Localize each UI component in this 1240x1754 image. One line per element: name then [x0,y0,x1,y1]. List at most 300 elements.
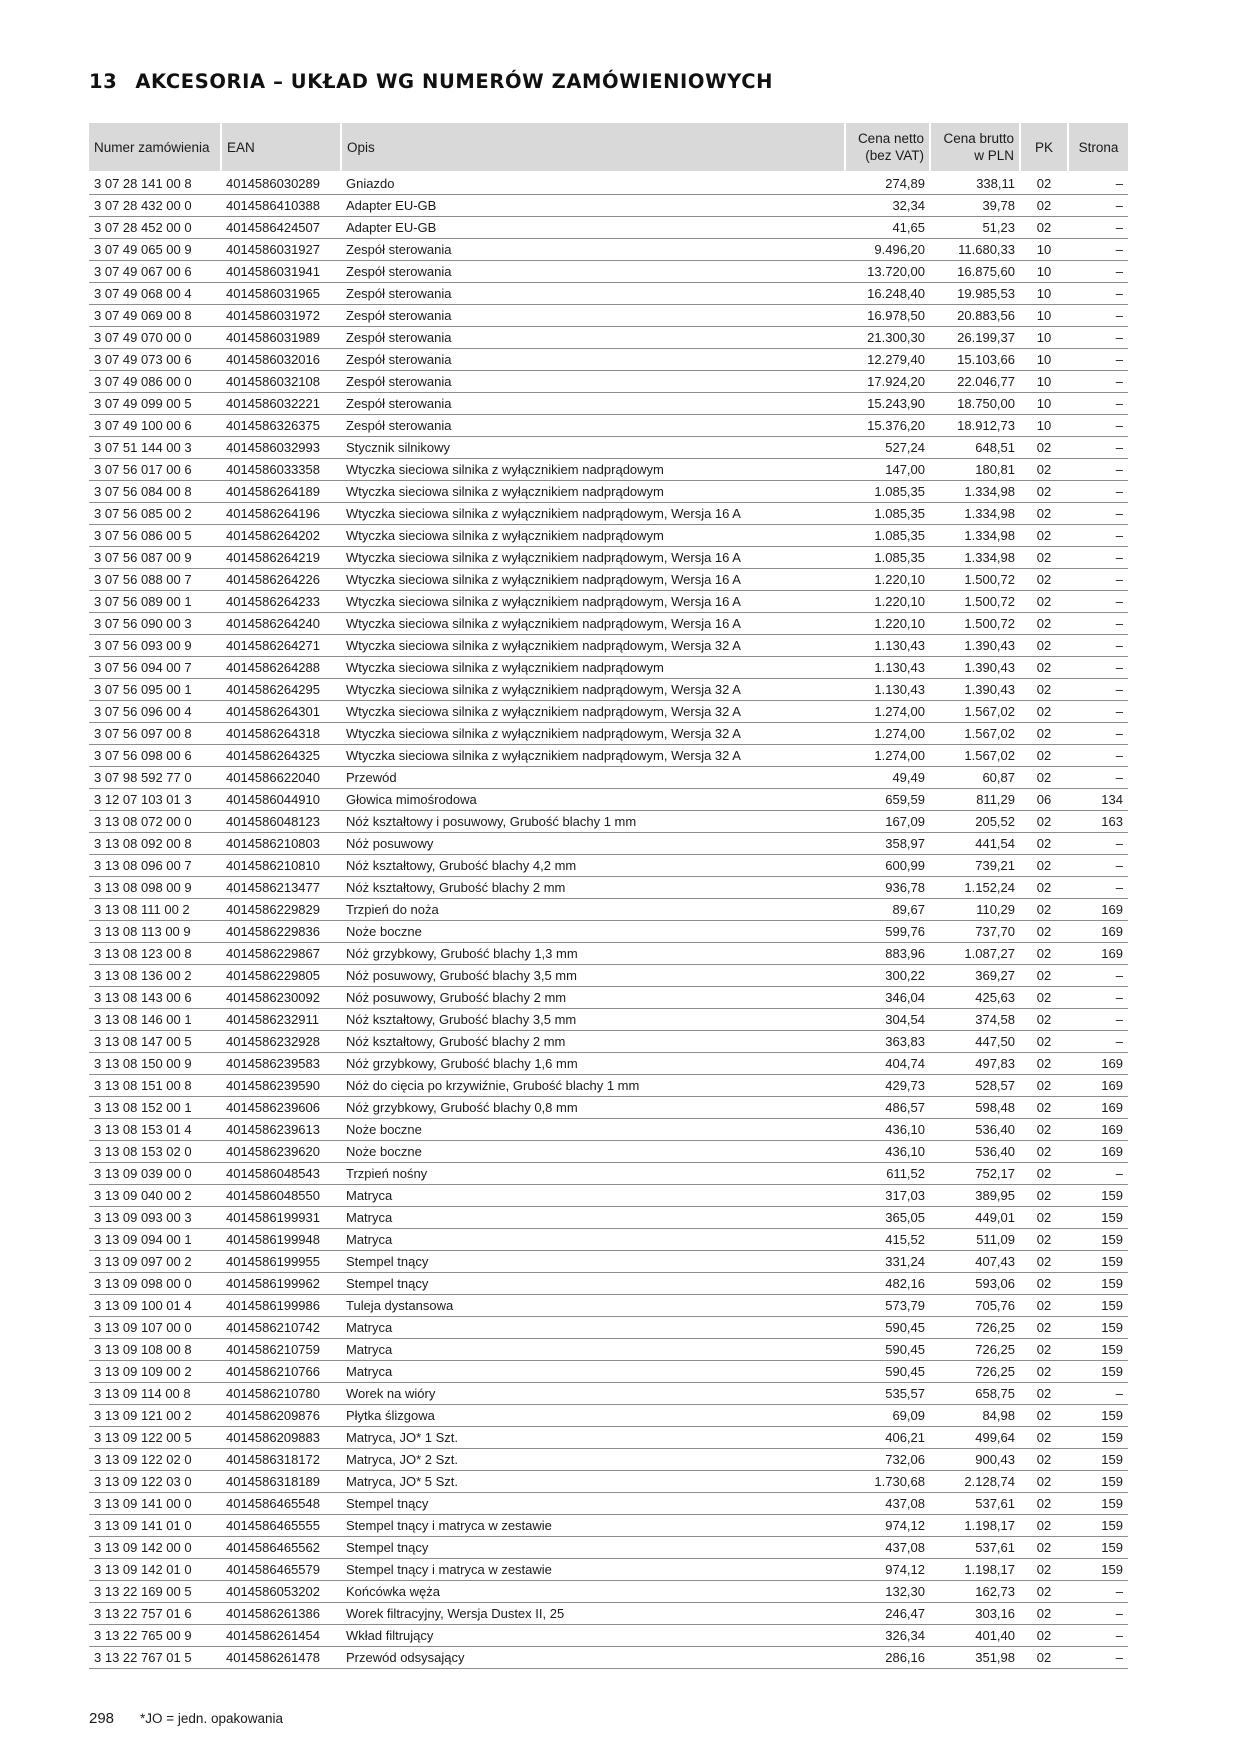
cell-ean: 4014586048543 [221,1163,341,1185]
cell-page: 159 [1068,1559,1128,1581]
cell-description: Zespół sterowania [341,327,845,349]
cell-pk: 10 [1020,393,1068,415]
cell-page: 159 [1068,1537,1128,1559]
cell-net-price: 1.085,35 [845,525,930,547]
cell-pk: 02 [1020,1097,1068,1119]
cell-description: Adapter EU-GB [341,217,845,239]
cell-ean: 4014586239606 [221,1097,341,1119]
cell-ean: 4014586053202 [221,1581,341,1603]
cell-page: – [1068,767,1128,789]
cell-gross-price: 739,21 [930,855,1020,877]
cell-order-no: 3 13 09 142 01 0 [89,1559,221,1581]
table-row [89,1185,1128,1207]
cell-net-price: 304,54 [845,1009,930,1031]
cell-net-price: 974,12 [845,1559,930,1581]
col-header-net-price [845,123,930,171]
cell-pk: 02 [1020,811,1068,833]
cell-gross-price: 20.883,56 [930,305,1020,327]
cell-description: Głowica mimośrodowa [341,789,845,811]
table-row [89,437,1128,459]
cell-gross-price: 180,81 [930,459,1020,481]
table-row [89,745,1128,767]
cell-order-no: 3 07 98 592 77 0 [89,767,221,789]
cell-pk: 02 [1020,613,1068,635]
cell-gross-price: 1.152,24 [930,877,1020,899]
cell-page: – [1068,437,1128,459]
cell-ean: 4014586264288 [221,657,341,679]
cell-gross-price: 2.128,74 [930,1471,1020,1493]
table-row [89,1559,1128,1581]
cell-order-no: 3 13 09 107 00 0 [89,1317,221,1339]
cell-pk: 02 [1020,1581,1068,1603]
cell-gross-price: 1.087,27 [930,943,1020,965]
cell-gross-price: 407,43 [930,1251,1020,1273]
cell-page: – [1068,569,1128,591]
cell-pk: 10 [1020,371,1068,393]
cell-net-price: 358,97 [845,833,930,855]
col-header-ean: EAN [221,123,341,171]
cell-net-price: 573,79 [845,1295,930,1317]
cell-description: Trzpień do noża [341,899,845,921]
cell-description: Zespół sterowania [341,305,845,327]
table-row [89,767,1128,789]
col-header-description: Opis [341,123,845,171]
cell-net-price: 436,10 [845,1141,930,1163]
cell-page: 169 [1068,899,1128,921]
cell-description: Stempel tnący [341,1537,845,1559]
cell-page: – [1068,481,1128,503]
cell-description: Wtyczka sieciowa silnika z wyłącznikiem nadprądowym, Wersja 16 A [341,591,845,613]
cell-order-no: 3 13 08 072 00 0 [89,811,221,833]
cell-pk: 02 [1020,569,1068,591]
cell-gross-price: 537,61 [930,1493,1020,1515]
cell-net-price: 15.376,20 [845,415,930,437]
cell-gross-price: 1.198,17 [930,1515,1020,1537]
cell-net-price: 527,24 [845,437,930,459]
cell-description: Trzpień nośny [341,1163,845,1185]
table-row [89,171,1128,195]
cell-ean: 4014586264240 [221,613,341,635]
cell-order-no: 3 07 56 087 00 9 [89,547,221,569]
cell-pk: 02 [1020,767,1068,789]
cell-ean: 4014586264295 [221,679,341,701]
cell-page: 169 [1068,1141,1128,1163]
cell-gross-price: 499,64 [930,1427,1020,1449]
cell-pk: 02 [1020,635,1068,657]
table-row [89,1493,1128,1515]
cell-pk: 02 [1020,657,1068,679]
cell-description: Zespół sterowania [341,393,845,415]
table-row [89,613,1128,635]
cell-pk: 02 [1020,1383,1068,1405]
cell-page: 169 [1068,1075,1128,1097]
cell-net-price: 535,57 [845,1383,930,1405]
cell-description: Zespół sterowania [341,415,845,437]
cell-description: Wtyczka sieciowa silnika z wyłącznikiem nadprądowym, Wersja 32 A [341,679,845,701]
cell-ean: 4014586030289 [221,171,341,195]
cell-page: 169 [1068,1119,1128,1141]
cell-ean: 4014586622040 [221,767,341,789]
cell-order-no: 3 07 56 085 00 2 [89,503,221,525]
cell-net-price: 599,76 [845,921,930,943]
table-row [89,657,1128,679]
cell-net-price: 1.130,43 [845,635,930,657]
cell-pk: 02 [1020,1009,1068,1031]
cell-order-no: 3 13 08 146 00 1 [89,1009,221,1031]
cell-pk: 02 [1020,855,1068,877]
cell-pk: 02 [1020,1185,1068,1207]
table-row [89,1097,1128,1119]
cell-gross-price: 18.750,00 [930,393,1020,415]
cell-ean: 4014586032221 [221,393,341,415]
cell-gross-price: 18.912,73 [930,415,1020,437]
cell-net-price: 15.243,90 [845,393,930,415]
cell-pk: 02 [1020,591,1068,613]
cell-net-price: 590,45 [845,1339,930,1361]
cell-pk: 02 [1020,833,1068,855]
cell-pk: 02 [1020,1427,1068,1449]
table-row [89,1603,1128,1625]
table-row [89,349,1128,371]
cell-ean: 4014586261454 [221,1625,341,1647]
cell-order-no: 3 13 09 100 01 4 [89,1295,221,1317]
net-price-line-2: (bez VAT) [865,148,924,163]
cell-page: – [1068,657,1128,679]
cell-page: – [1068,679,1128,701]
cell-order-no: 3 12 07 103 01 3 [89,789,221,811]
table-row [89,459,1128,481]
cell-description: Tuleja dystansowa [341,1295,845,1317]
cell-order-no: 3 07 56 088 00 7 [89,569,221,591]
cell-net-price: 1.274,00 [845,745,930,767]
cell-page: – [1068,965,1128,987]
cell-description: Wtyczka sieciowa silnika z wyłącznikiem nadprądowym, Wersja 32 A [341,745,845,767]
cell-net-price: 1.220,10 [845,613,930,635]
cell-ean: 4014586199986 [221,1295,341,1317]
cell-order-no: 3 07 56 086 00 5 [89,525,221,547]
cell-ean: 4014586232911 [221,1009,341,1031]
cell-gross-price: 1.567,02 [930,701,1020,723]
cell-order-no: 3 07 28 141 00 8 [89,171,221,195]
cell-order-no: 3 13 09 142 00 0 [89,1537,221,1559]
table-header-row [89,123,1128,171]
cell-order-no: 3 07 56 090 00 3 [89,613,221,635]
cell-gross-price: 1.334,98 [930,525,1020,547]
cell-description: Wtyczka sieciowa silnika z wyłącznikiem nadprądowym, Wersja 16 A [341,547,845,569]
cell-order-no: 3 07 56 084 00 8 [89,481,221,503]
table-row [89,1339,1128,1361]
cell-gross-price: 1.390,43 [930,679,1020,701]
cell-ean: 4014586318189 [221,1471,341,1493]
cell-pk: 02 [1020,899,1068,921]
cell-gross-price: 16.875,60 [930,261,1020,283]
cell-net-price: 132,30 [845,1581,930,1603]
cell-description: Matryca, JO* 1 Szt. [341,1427,845,1449]
cell-description: Worek na wióry [341,1383,845,1405]
cell-net-price: 300,22 [845,965,930,987]
cell-ean: 4014586210780 [221,1383,341,1405]
cell-net-price: 1.220,10 [845,569,930,591]
cell-description: Noże boczne [341,921,845,943]
cell-order-no: 3 07 49 067 00 6 [89,261,221,283]
cell-page: 163 [1068,811,1128,833]
cell-ean: 4014586239613 [221,1119,341,1141]
cell-order-no: 3 13 08 153 02 0 [89,1141,221,1163]
cell-description: Matryca [341,1317,845,1339]
cell-ean: 4014586264189 [221,481,341,503]
table-row [89,393,1128,415]
col-header-page: Strona [1068,123,1128,171]
table-row [89,261,1128,283]
table-row [89,283,1128,305]
cell-pk: 02 [1020,195,1068,217]
cell-net-price: 482,16 [845,1273,930,1295]
cell-description: Końcówka węża [341,1581,845,1603]
cell-page: 169 [1068,1097,1128,1119]
cell-gross-price: 1.334,98 [930,547,1020,569]
cell-gross-price: 536,40 [930,1141,1020,1163]
table-row [89,503,1128,525]
cell-net-price: 331,24 [845,1251,930,1273]
cell-net-price: 436,10 [845,1119,930,1141]
cell-net-price: 1.085,35 [845,481,930,503]
cell-net-price: 89,67 [845,899,930,921]
table-row [89,239,1128,261]
cell-net-price: 346,04 [845,987,930,1009]
cell-order-no: 3 13 08 096 00 7 [89,855,221,877]
cell-gross-price: 110,29 [930,899,1020,921]
cell-pk: 02 [1020,1119,1068,1141]
cell-pk: 02 [1020,877,1068,899]
table-row [89,547,1128,569]
cell-gross-price: 369,27 [930,965,1020,987]
cell-description: Nóż grzybkowy, Grubość blachy 0,8 mm [341,1097,845,1119]
page-heading [89,70,773,93]
cell-gross-price: 374,58 [930,1009,1020,1031]
cell-order-no: 3 13 08 113 00 9 [89,921,221,943]
cell-net-price: 415,52 [845,1229,930,1251]
footnote: *JO = jedn. opakowania [140,1711,284,1726]
table-row [89,1273,1128,1295]
cell-gross-price: 15.103,66 [930,349,1020,371]
cell-ean: 4014586264318 [221,723,341,745]
cell-pk: 02 [1020,1361,1068,1383]
cell-description: Wtyczka sieciowa silnika z wyłącznikiem nadprądowym, Wersja 32 A [341,701,845,723]
cell-gross-price: 726,25 [930,1317,1020,1339]
cell-description: Nóż kształtowy, Grubość blachy 3,5 mm [341,1009,845,1031]
cell-page: 169 [1068,921,1128,943]
table-row [89,1229,1128,1251]
cell-ean: 4014586048123 [221,811,341,833]
cell-net-price: 317,03 [845,1185,930,1207]
cell-page: – [1068,217,1128,239]
cell-description: Stempel tnący i matryca w zestawie [341,1559,845,1581]
cell-gross-price: 1.390,43 [930,635,1020,657]
cell-order-no: 3 13 09 039 00 0 [89,1163,221,1185]
cell-pk: 02 [1020,679,1068,701]
cell-ean: 4014586465579 [221,1559,341,1581]
cell-page: 159 [1068,1361,1128,1383]
cell-order-no: 3 13 09 122 02 0 [89,1449,221,1471]
table-row [89,1625,1128,1647]
cell-description: Matryca [341,1339,845,1361]
cell-order-no: 3 13 09 122 00 5 [89,1427,221,1449]
cell-net-price: 486,57 [845,1097,930,1119]
cell-gross-price: 593,06 [930,1273,1020,1295]
cell-ean: 4014586229829 [221,899,341,921]
col-header-gross-price [930,123,1020,171]
cell-pk: 02 [1020,1251,1068,1273]
table-row [89,635,1128,657]
cell-order-no: 3 13 08 153 01 4 [89,1119,221,1141]
cell-order-no: 3 13 08 150 00 9 [89,1053,221,1075]
cell-page: 159 [1068,1339,1128,1361]
cell-ean: 4014586199962 [221,1273,341,1295]
gross-price-line-1: Cena brutto [943,131,1014,146]
table-row [89,1119,1128,1141]
cell-description: Nóż kształtowy i posuwowy, Grubość blachy 1 mm [341,811,845,833]
cell-page: – [1068,613,1128,635]
cell-page: – [1068,1603,1128,1625]
cell-description: Nóż posuwowy, Grubość blachy 3,5 mm [341,965,845,987]
cell-net-price: 1.274,00 [845,701,930,723]
cell-gross-price: 726,25 [930,1361,1020,1383]
cell-description: Nóż kształtowy, Grubość blachy 2 mm [341,1031,845,1053]
table-row [89,481,1128,503]
cell-ean: 4014586032016 [221,349,341,371]
cell-ean: 4014586239590 [221,1075,341,1097]
cell-page: – [1068,591,1128,613]
cell-page: 159 [1068,1317,1128,1339]
cell-ean: 4014586264233 [221,591,341,613]
cell-net-price: 21.300,30 [845,327,930,349]
cell-description: Noże boczne [341,1141,845,1163]
cell-pk: 02 [1020,525,1068,547]
cell-order-no: 3 13 09 109 00 2 [89,1361,221,1383]
table-row [89,1647,1128,1669]
cell-order-no: 3 07 56 094 00 7 [89,657,221,679]
table-row [89,943,1128,965]
cell-description: Nóż kształtowy, Grubość blachy 4,2 mm [341,855,845,877]
cell-order-no: 3 07 56 089 00 1 [89,591,221,613]
table-row [89,679,1128,701]
table-row [89,833,1128,855]
cell-net-price: 16.978,50 [845,305,930,327]
cell-description: Gniazdo [341,171,845,195]
cell-ean: 4014586032993 [221,437,341,459]
cell-description: Stempel tnący [341,1273,845,1295]
cell-gross-price: 84,98 [930,1405,1020,1427]
cell-order-no: 3 13 22 767 01 5 [89,1647,221,1669]
cell-gross-price: 511,09 [930,1229,1020,1251]
cell-order-no: 3 13 22 765 00 9 [89,1625,221,1647]
cell-pk: 02 [1020,1449,1068,1471]
cell-order-no: 3 13 09 121 00 2 [89,1405,221,1427]
cell-ean: 4014586230092 [221,987,341,1009]
cell-net-price: 246,47 [845,1603,930,1625]
cell-net-price: 13.720,00 [845,261,930,283]
cell-pk: 10 [1020,305,1068,327]
cell-net-price: 1.085,35 [845,547,930,569]
cell-ean: 4014586410388 [221,195,341,217]
cell-page: – [1068,745,1128,767]
cell-net-price: 17.924,20 [845,371,930,393]
cell-page: – [1068,393,1128,415]
cell-page: – [1068,195,1128,217]
cell-pk: 10 [1020,415,1068,437]
table-row [89,371,1128,393]
table-row [89,1449,1128,1471]
table-row [89,723,1128,745]
col-header-order-no: Numer zamówienia [89,123,221,171]
cell-ean: 4014586031927 [221,239,341,261]
cell-gross-price: 648,51 [930,437,1020,459]
table-row [89,1251,1128,1273]
table-row [89,1031,1128,1053]
cell-net-price: 732,06 [845,1449,930,1471]
cell-description: Matryca [341,1207,845,1229]
table-row [89,1405,1128,1427]
cell-gross-price: 1.198,17 [930,1559,1020,1581]
cell-description: Matryca [341,1361,845,1383]
cell-net-price: 1.274,00 [845,723,930,745]
cell-order-no: 3 07 49 065 00 9 [89,239,221,261]
table-row [89,899,1128,921]
col-header-pk: PK [1020,123,1068,171]
table-row [89,701,1128,723]
cell-description: Zespół sterowania [341,261,845,283]
cell-net-price: 437,08 [845,1493,930,1515]
cell-description: Nóż grzybkowy, Grubość blachy 1,6 mm [341,1053,845,1075]
cell-gross-price: 900,43 [930,1449,1020,1471]
table-row [89,591,1128,613]
cell-description: Wtyczka sieciowa silnika z wyłącznikiem nadprądowym [341,657,845,679]
page-footer [89,1710,283,1727]
table-row [89,327,1128,349]
cell-net-price: 406,21 [845,1427,930,1449]
cell-page: – [1068,1383,1128,1405]
cell-order-no: 3 13 09 098 00 0 [89,1273,221,1295]
cell-order-no: 3 07 49 070 00 0 [89,327,221,349]
cell-net-price: 16.248,40 [845,283,930,305]
cell-ean: 4014586264202 [221,525,341,547]
cell-ean: 4014586210810 [221,855,341,877]
cell-order-no: 3 07 49 069 00 8 [89,305,221,327]
cell-description: Wtyczka sieciowa silnika z wyłącznikiem nadprądowym, Wersja 32 A [341,723,845,745]
cell-pk: 02 [1020,1625,1068,1647]
cell-order-no: 3 07 56 017 00 6 [89,459,221,481]
cell-gross-price: 811,29 [930,789,1020,811]
table-row [89,811,1128,833]
table-row [89,987,1128,1009]
cell-page: 159 [1068,1515,1128,1537]
cell-ean: 4014586210759 [221,1339,341,1361]
cell-net-price: 1.220,10 [845,591,930,613]
cell-pk: 02 [1020,459,1068,481]
cell-pk: 02 [1020,1647,1068,1669]
cell-page: 159 [1068,1493,1128,1515]
cell-gross-price: 441,54 [930,833,1020,855]
cell-ean: 4014586044910 [221,789,341,811]
cell-order-no: 3 07 56 095 00 1 [89,679,221,701]
cell-ean: 4014586031941 [221,261,341,283]
cell-page: – [1068,305,1128,327]
cell-order-no: 3 13 09 097 00 2 [89,1251,221,1273]
cell-ean: 4014586264271 [221,635,341,657]
cell-pk: 02 [1020,1053,1068,1075]
cell-order-no: 3 13 08 098 00 9 [89,877,221,899]
cell-page: 159 [1068,1229,1128,1251]
